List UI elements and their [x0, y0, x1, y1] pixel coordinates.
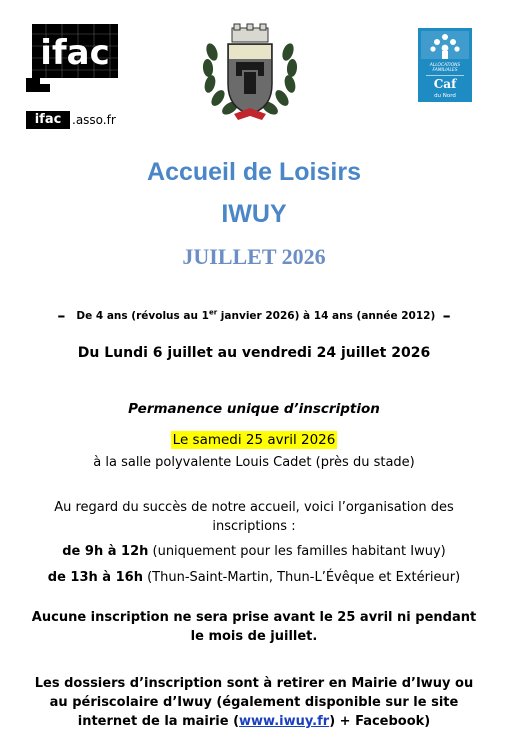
caf-logo: [418, 28, 472, 102]
website-link[interactable]: www.iwuy.fr: [239, 714, 330, 729]
dossiers-after: ) + Facebook): [329, 714, 431, 729]
inscription-date-wrap: [0, 429, 508, 448]
ifac-logo: [26, 24, 118, 92]
dossiers-text: Les dossiers d’inscription sont à retirer en Mairie d’Iwuy ou au périscolaire d’Iwuy (également disponible sur le site internet de la mairie (: [34, 676, 474, 729]
caf-line1: ALLOCATIONS: [429, 63, 461, 68]
slot-morning: [0, 544, 508, 559]
title-line1: Accueil de Loisirs: [147, 158, 361, 186]
ifac-logo-text: ifac: [40, 33, 110, 73]
slot-afternoon: [0, 570, 508, 585]
dossiers-paragraph: [24, 674, 484, 731]
caf-line2: FAMILIALES: [432, 68, 458, 73]
town-crest: [198, 22, 302, 126]
title-line2: IWUY: [221, 200, 287, 228]
organisation-intro: Au regard du succès de notre accueil, voici l’organisation des inscriptions :: [54, 500, 454, 534]
inscription-date: Le samedi 25 avril 2026: [172, 432, 336, 448]
caf-name: Caf: [433, 77, 457, 91]
inscription-heading: Permanence unique d’inscription: [128, 401, 380, 417]
age-part1: De 4 ans (révolus au 1: [76, 310, 209, 322]
slot-morning-desc: (uniquement pour les familles habitant Iwuy): [148, 544, 446, 559]
age-dash-right: –: [442, 306, 451, 325]
slot-afternoon-time: de 13h à 16h: [47, 570, 143, 585]
title-line3: JUILLET 2026: [182, 244, 326, 269]
age-dash-left: –: [57, 306, 66, 325]
ifac-small-text: .asso.fr: [72, 113, 116, 127]
ifac-small-box: ifac: [26, 111, 70, 129]
ifac-asso-logo: [26, 109, 122, 131]
session-dates: Du Lundi 6 juillet au vendredi 24 juillet 2026: [77, 345, 431, 361]
age-sup: er: [208, 308, 218, 317]
slot-afternoon-desc: (Thun-Saint-Martin, Thun-L’Évêque et Extérieur): [142, 570, 461, 585]
inscription-place: à la salle polyvalente Louis Cadet (près du stade): [93, 455, 415, 470]
caf-sub: du Nord: [434, 93, 456, 99]
notice-text: Aucune inscription ne sera prise avant le 25 avril ni pendant le mois de juillet.: [31, 610, 477, 644]
age-part2: janvier 2026) à 14 ans (année 2012): [217, 310, 436, 322]
age-range: [0, 306, 508, 325]
slot-morning-time: de 9h à 12h: [62, 544, 149, 559]
